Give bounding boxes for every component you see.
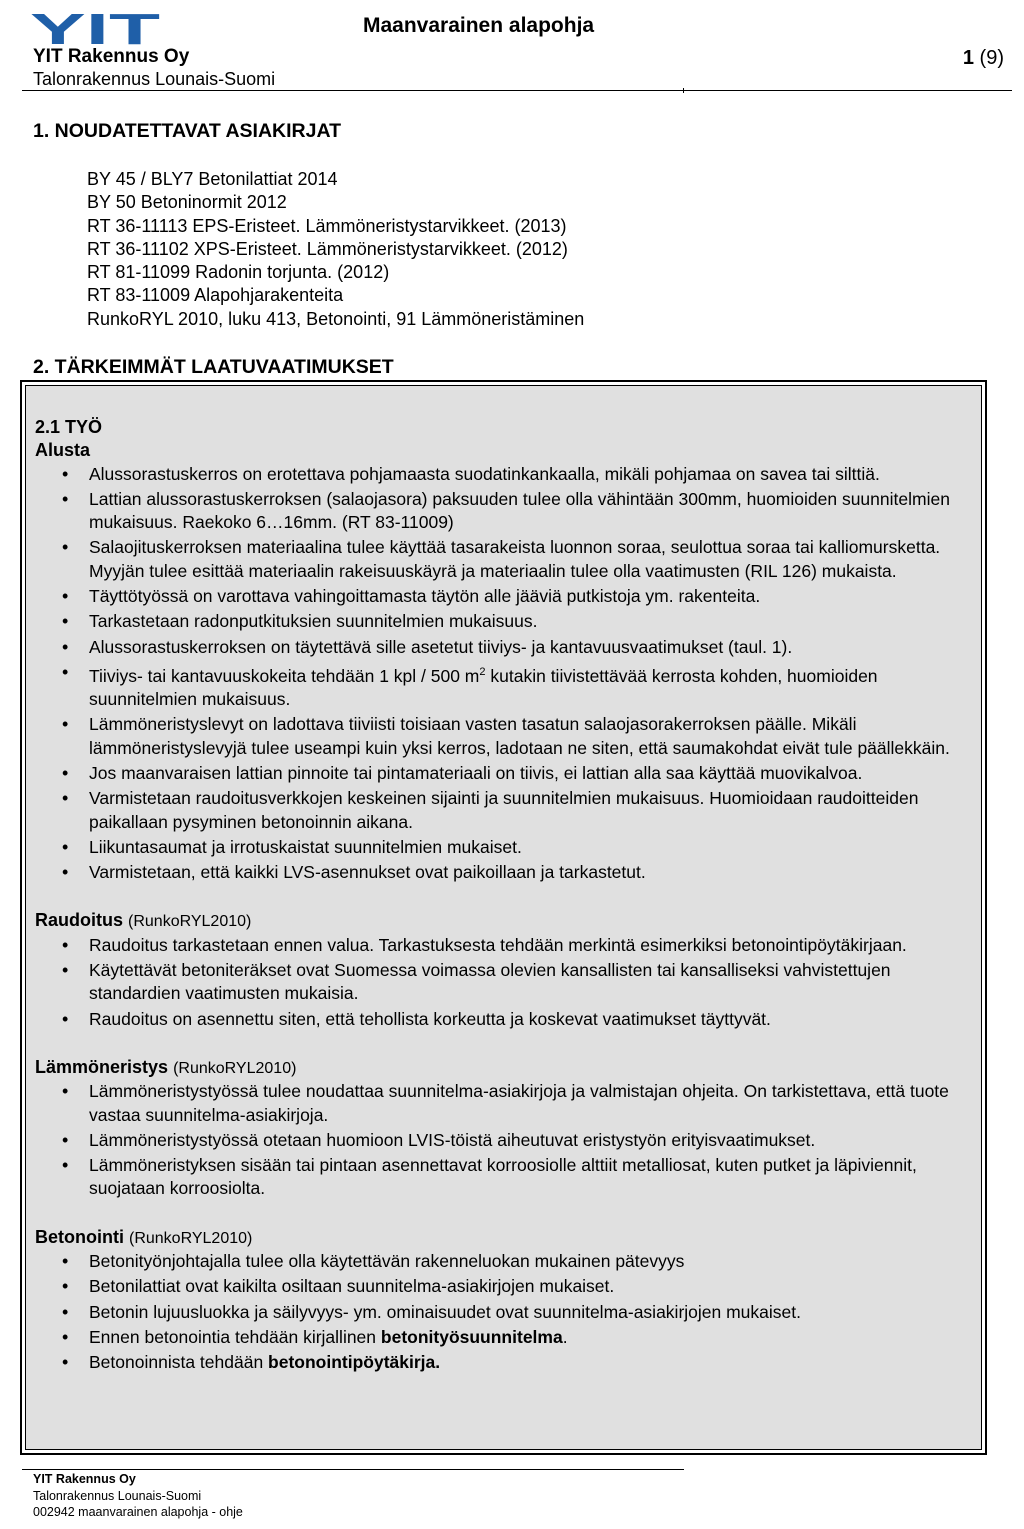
page-total: (9) xyxy=(979,47,1004,69)
list-item: • Alussorastuskerroksen on täytettävä sille asetetut tiiviys- ja kantavuusvaatimukset (taul. 1). xyxy=(35,636,973,659)
list-item: • Lämmöneristyslevyt on ladottava tiiviisti toisiaan vasten tasatun salaojasorakerroksen päälle. Mikäli lämmöneristyslevyjä tulee useampi kuin yksi kerros, ladotaan ne siten, että saumakohdat eivät tule päällekkäin. xyxy=(35,713,973,760)
item-bold-text: betonityösuunnitelma xyxy=(380,1326,563,1347)
list-item: • Raudoitus tarkastetaan ennen valua. Tarkastuksesta tehdään merkintä esimerkiksi betonointipöytäkirjaan. xyxy=(35,934,973,957)
list-item xyxy=(35,661,973,711)
list-item: • Varmistetaan raudoitusverkkojen keskeinen sijainti ja suunnitelmien mukaisuus. Huomioidaan raudoitteiden paikallaan pysyminen betonoinnin aikana. xyxy=(35,787,973,834)
list-item: • Varmistetaan, että kaikki LVS-asennukset ovat paikoillaan ja tarkastetut. xyxy=(35,861,973,884)
reference-item: RT 83-11009 Alapohjarakenteita xyxy=(87,285,344,306)
lammoneristys-list xyxy=(35,1080,973,1200)
division-name: Talonrakennus Lounais-Suomi xyxy=(33,69,276,89)
section-1-title: 1. NOUDATETTAVAT ASIAKIRJAT xyxy=(33,120,342,142)
list-item: • Raudoitus on asennettu siten, että tehollista korkeutta ja koskevat vaatimukset täyttyvät. xyxy=(35,1008,973,1031)
betonointi-title: Betonointi xyxy=(35,1226,124,1247)
raudoitus-list xyxy=(35,934,973,1031)
list-item: • Käytettävät betoniteräkset ovat Suomessa voimassa olevien kansallisten tai kansalliseksi vahvistettujen standardien vaatimusten mukaisia. xyxy=(35,959,973,1006)
requirements-box-content xyxy=(25,385,982,1450)
list-item xyxy=(35,1351,973,1374)
reference-item: RT 36-11113 EPS-Eristeet. Lämmöneristystarvikkeet. (2013) xyxy=(87,215,567,236)
list-item: • Betonin lujuusluokka ja säilyvyys- ym. ominaisuudet ovat suunnitelma-asiakirjojen mukaiset. xyxy=(35,1301,973,1324)
list-item: • Betonilattiat ovat kaikilta osiltaan suunnitelma-asiakirjojen mukaiset. xyxy=(35,1275,973,1298)
page-current: 1 xyxy=(962,47,974,69)
raudoitus-note: (RunkoRYL2010) xyxy=(128,913,252,931)
item-text: Betonoinnista tehdään xyxy=(89,1352,269,1373)
reference-item: BY 50 Betoninormit 2012 xyxy=(87,192,287,213)
item-text: Ennen betonointia tehdään kirjallinen xyxy=(89,1326,381,1347)
alusta-title: Alusta xyxy=(35,440,91,461)
tiiviys-text-rest: kutakin tiivistettävää kerrosta kohden, huomioiden suunnitelmien mukaisuus. xyxy=(89,665,878,710)
list-item: • Lämmöneristystyössä tulee noudattaa suunnitelma-asiakirjoja ja valmistajan ohjeita. On tarkistettava, että tuote vastaa suunnitelma-asiakirjoja. xyxy=(35,1080,973,1127)
item-bold-text: betonointipöytäkirja. xyxy=(268,1352,441,1373)
superscript: 2 xyxy=(479,665,486,678)
list-item: • Lattian alussorastuskerroksen (salaojasora) paksuuden tulee olla vähintään 300mm, huomioiden suunnitelmien mukaisuus. Raekoko 6…16mm. (RT 83-11009) xyxy=(35,488,973,535)
list-item: • Jos maanvaraisen lattian pinnoite tai pintamateriaali on tiivis, ei lattian alla saa käyttää muovikalvoa. xyxy=(35,762,973,785)
yit-logo xyxy=(30,10,160,46)
document-title: Maanvarainen alapohja xyxy=(363,14,595,37)
requirements-box xyxy=(20,380,987,1455)
footer-divider xyxy=(22,1469,684,1470)
footer-document-id: 002942 maanvarainen alapohja - ohje xyxy=(33,1505,243,1519)
list-item: • Lämmöneristystyössä otetaan huomioon LVIS-töistä aiheutuvat eristystyön erityisvaatimukset. xyxy=(35,1129,973,1152)
reference-list xyxy=(87,168,584,331)
subsection-title: 2.1 TYÖ xyxy=(35,417,103,437)
footer-company: YIT Rakennus Oy xyxy=(33,1472,136,1486)
header-divider-tick xyxy=(683,88,684,93)
section-2-title: 2. TÄRKEIMMÄT LAATUVAATIMUKSET xyxy=(33,356,394,378)
lammoneristys-title: Lämmöneristys xyxy=(35,1056,169,1077)
list-item xyxy=(35,1326,973,1349)
list-item: • Alussorastuskerros on erotettava pohjamaasta suodatinkankaalla, mikäli pohjamaa on savea tai silttiä. xyxy=(35,463,973,486)
lammoneristys-heading xyxy=(35,1056,973,1080)
raudoitus-title: Raudoitus xyxy=(35,910,123,931)
tiiviys-text: Tiiviys- tai kantavuuskokeita tehdään 1 kpl / 500 m xyxy=(89,665,480,686)
item-text-end: . xyxy=(562,1326,568,1347)
footer-division: Talonrakennus Lounais-Suomi xyxy=(33,1489,202,1503)
reference-item: BY 45 / BLY7 Betonilattiat 2014 xyxy=(87,169,338,189)
page-number xyxy=(963,47,1004,70)
list-item: • Täyttötyössä on varottava vahingoittamasta täytön alle jääviä putkistoja ym. rakenteita. xyxy=(35,585,973,608)
betonointi-heading xyxy=(35,1226,973,1250)
company-name: YIT Rakennus Oy xyxy=(33,46,190,67)
alusta-list xyxy=(35,463,973,885)
betonointi-list xyxy=(35,1250,973,1374)
raudoitus-heading xyxy=(35,909,973,933)
lammoneristys-note: (RunkoRYL2010) xyxy=(173,1059,297,1077)
reference-item: RT 81-11099 Radonin torjunta. (2012) xyxy=(87,262,390,283)
reference-item: RT 36-11102 XPS-Eristeet. Lämmöneristystarvikkeet. (2012) xyxy=(87,238,568,259)
betonointi-note: (RunkoRYL2010) xyxy=(129,1229,253,1247)
list-item: • Betonityönjohtajalla tulee olla käytettävän rakenneluokan mukainen pätevyys xyxy=(35,1250,973,1273)
svg-text:YIT: YIT xyxy=(30,10,160,46)
list-item: • Tarkastetaan radonputkituksien suunnitelmien mukaisuus. xyxy=(35,610,973,633)
list-item: • Salaojituskerroksen materiaalina tulee käyttää tasarakeista luonnon soraa, seulottua soraa tai kalliomursketta. Myyjän tulee esittää materiaalin rakeisuuskäyrä ja materiaalin tulee olla vaatimusten (RIL 126) mukaista. xyxy=(35,536,973,583)
list-item: • Liikuntasaumat ja irrotuskaistat suunnitelmien mukaiset. xyxy=(35,836,973,859)
reference-item: RunkoRYL 2010, luku 413, Betonointi, 91 Lämmöneristäminen xyxy=(87,308,585,329)
list-item: • Lämmöneristyksen sisään tai pintaan asennettavat korroosiolle alttiit metalliosat, kuten putket ja läpiviennit, suojataan korroosiolta. xyxy=(35,1154,973,1201)
header-divider xyxy=(22,90,1012,91)
